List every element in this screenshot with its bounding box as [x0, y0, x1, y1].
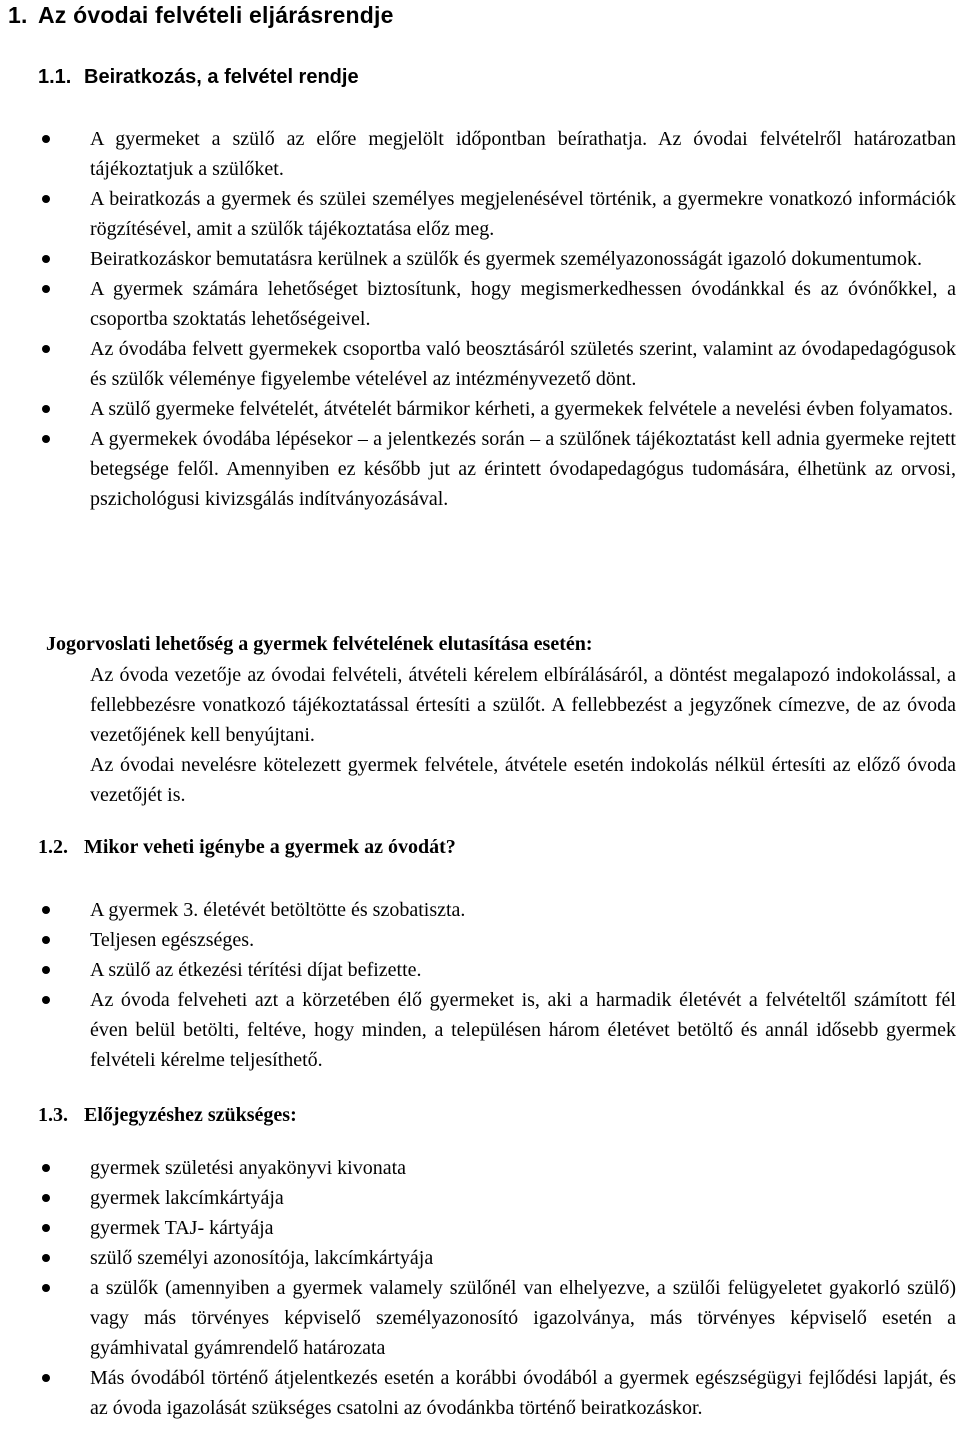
list-item: szülő személyi azonosítója, lakcímkártyája	[0, 1243, 956, 1273]
main-heading-number: 1.	[8, 2, 28, 28]
list-item: Beiratkozáskor bemutatásra kerülnek a szülők és gyermek személyazonosságát igazoló dokumentumok.	[0, 244, 956, 274]
bullet-icon	[42, 405, 50, 413]
list-item: Az óvoda felveheti azt a körzetében élő gyermeket is, aki a harmadik életévét a felvételtől számított fél éven belül betölti, feltéve, hogy minden, a településen három életévet betöltő és annál idősebb gyermek felvételi kérelme teljesíthető.	[0, 985, 956, 1075]
list-item: A gyermek számára lehetőséget biztosítunk, hogy megismerkedhessen óvodánkkal és az óvónőkkel, a csoportba szoktatás lehetőségeivel.	[0, 274, 956, 334]
list-item: A gyermek 3. életévét betöltötte és szobatiszta.	[0, 895, 956, 925]
bullet-icon	[42, 1374, 50, 1382]
section-1-2-list	[0, 895, 956, 1075]
bullet-icon	[42, 345, 50, 353]
list-item: gyermek születési anyakönyvi kivonata	[0, 1153, 956, 1183]
bullet-icon	[42, 285, 50, 293]
main-heading	[8, 2, 394, 29]
bullet-icon	[42, 1194, 50, 1202]
bullet-icon	[42, 135, 50, 143]
main-heading-text: Az óvodai felvételi eljárásrendje	[38, 2, 394, 28]
bullet-icon	[42, 1254, 50, 1262]
list-item: Az óvodába felvett gyermekek csoportba való beosztásáról születés szerint, valamint az óvodapedagógusok és szülők véleménye figyelembe vételével az intézményvezető dönt.	[0, 334, 956, 394]
section-1-1-title: Beiratkozás, a felvétel rendje	[84, 66, 359, 88]
list-item: gyermek TAJ- kártyája	[0, 1213, 956, 1243]
section-1-3-list	[0, 1153, 956, 1423]
bullet-icon	[42, 435, 50, 443]
section-1-1-heading	[38, 66, 359, 89]
appeal-paragraph-2: Az óvodai nevelésre kötelezett gyermek felvétele, átvétele esetén indokolás nélkül értesíti az előző óvoda vezetőjét is.	[90, 754, 956, 806]
appeal-heading: Jogorvoslati lehetőség a gyermek felvételének elutasítása esetén:	[46, 633, 593, 655]
list-item: a szülők (amennyiben a gyermek valamely szülőnél van elhelyezve, a szülői felügyeletet gyakorló szülő) vagy más törvényes képviselő személyazonosító igazolványa, más törvényes képviselő esetén a gyámhivatal gyámrendelő határozata	[0, 1273, 956, 1363]
list-item: A beiratkozás a gyermek és szülei személyes megjelenésével történik, a gyermekre vonatkozó információk rögzítésével, amit a szülők tájékoztatása előz meg.	[0, 184, 956, 244]
bullet-icon	[42, 936, 50, 944]
section-1-1-number: 1.1.	[38, 66, 72, 88]
bullet-icon	[42, 1164, 50, 1172]
list-item: Teljesen egészséges.	[0, 925, 956, 955]
bullet-icon	[42, 1284, 50, 1292]
list-item: A gyermeket a szülő az előre megjelölt időpontban beírathatja. Az óvodai felvételről határozatban tájékoztatjuk a szülőket.	[0, 124, 956, 184]
section-1-1-list	[0, 124, 956, 514]
bullet-icon	[42, 195, 50, 203]
list-item: A szülő gyermeke felvételét, átvételét bármikor kérheti, a gyermekek felvétele a nevelési évben folyamatos.	[0, 394, 956, 424]
section-1-2-heading	[38, 836, 456, 859]
section-1-2-title: Mikor veheti igénybe a gyermek az óvodát?	[84, 836, 456, 858]
section-1-3-title: Előjegyzéshez szükséges:	[84, 1104, 297, 1126]
section-1-3-number: 1.3.	[38, 1104, 68, 1126]
list-item: A szülő az étkezési térítési díjat befizette.	[0, 955, 956, 985]
bullet-icon	[42, 966, 50, 974]
section-1-3-heading	[38, 1104, 297, 1127]
bullet-icon	[42, 1224, 50, 1232]
bullet-icon	[42, 255, 50, 263]
list-item: A gyermekek óvodába lépésekor – a jelentkezés során – a szülőnek tájékoztatást kell adnia gyermeke rejtett betegsége felől. Amennyiben ez később jut az érintett óvodapedagógus tudomására, élhetünk az orvosi, pszichológusi kivizsgálás indítványozásával.	[0, 424, 956, 514]
section-1-2-number: 1.2.	[38, 836, 68, 858]
appeal-paragraph-1: Az óvoda vezetője az óvodai felvételi, átvételi kérelem elbírálásáról, a döntést megalapozó indokolással, a fellebbezésre vonatkozó tájékoztatással értesíti a szülőt. A fellebbezést a jegyzőnek címezve, de az óvoda vezetőjének kell benyújtani.	[90, 664, 956, 746]
list-item: Más óvodából történő átjelentkezés esetén a korábbi óvodából a gyermek egészségügyi fejlődési lapját, és az óvoda igazolását szükséges csatolni az óvodánkba történő beiratkozáskor.	[0, 1363, 956, 1423]
bullet-icon	[42, 906, 50, 914]
list-item: gyermek lakcímkártyája	[0, 1183, 956, 1213]
bullet-icon	[42, 996, 50, 1004]
